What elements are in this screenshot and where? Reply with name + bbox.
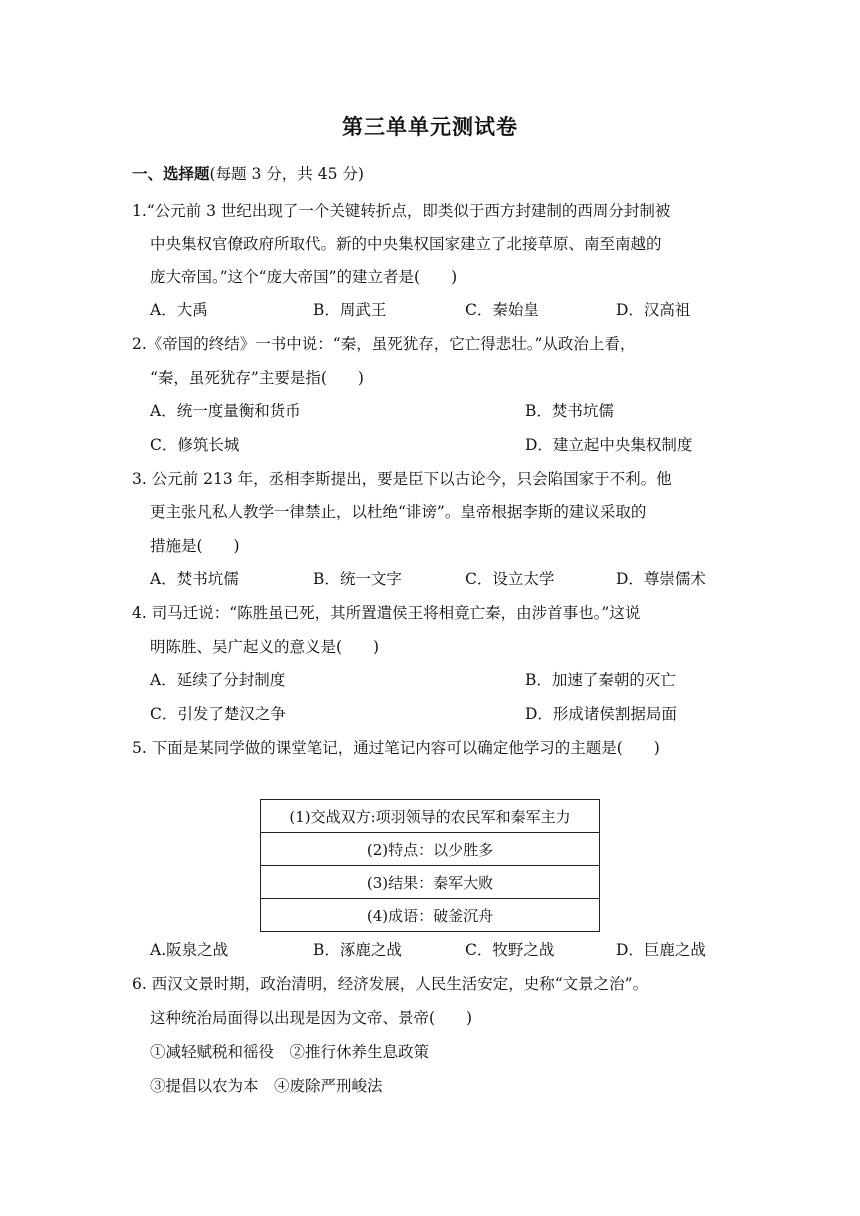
q3-line-3: 措施是( ) [150, 537, 240, 555]
q1-option-a: A．大禹 [150, 301, 208, 319]
q2-line-2: “秦，虽死犹存”主要是指( ) [150, 369, 364, 387]
class-notes-table [260, 799, 600, 932]
notes-row-4: (4)成语：破釜沉舟 [261, 899, 600, 932]
table-row [261, 800, 600, 833]
q6-line-2: 这种统治局面得以出现是因为文帝、景帝( ) [150, 1009, 473, 1027]
q3-option-a: A．焚书坑儒 [150, 570, 239, 588]
q4-option-a: A．延续了分封制度 [150, 671, 286, 689]
q1-line-3: 庞大帝国。”这个“庞大帝国”的建立者是( ) [150, 268, 458, 286]
q5-option-b: B．涿鹿之战 [313, 941, 402, 959]
notes-row-2: (2)特点：以少胜多 [261, 833, 600, 866]
q2-option-c: C．修筑长城 [150, 436, 240, 454]
q2-line-1: 2.《帝国的终结》一书中说：“秦，虽死犹存，它亡得悲壮。”从政治上看， [132, 335, 636, 353]
q5-option-c: C．牧野之战 [465, 941, 555, 959]
q1-line-1: 1.“公元前 3 世纪出现了一个关键转折点，即类似于西方封建制的西周分封制被 [132, 202, 671, 220]
q5-option-a: A.阪泉之战 [150, 941, 229, 959]
q3-option-d: D．尊崇儒术 [616, 570, 706, 588]
section-head: 一、选择题 [132, 165, 210, 183]
q6-line-4: ③提倡以农为本 ④废除严刑峻法 [150, 1077, 383, 1095]
section-note: (每题 3 分，共 45 分) [209, 165, 364, 183]
notes-row-3: (3)结果：秦军大败 [261, 866, 600, 899]
q3-line-1: 3. 公元前 213 年，丞相李斯提出，要是臣下以古论今，只会陷国家于不利。他 [132, 470, 672, 488]
q4-option-b: B．加速了秦朝的灭亡 [525, 671, 676, 689]
q3-line-2: 更主张凡私人教学一律禁止，以杜绝“诽谤”。皇帝根据李斯的建议采取的 [150, 503, 647, 521]
q2-option-b: B．焚书坑儒 [525, 402, 614, 420]
q4-option-c: C．引发了楚汉之争 [150, 705, 286, 723]
q1-option-c: C．秦始皇 [465, 301, 539, 319]
table-row [261, 899, 600, 932]
section-heading [132, 162, 364, 184]
q5-option-d: D．巨鹿之战 [616, 941, 706, 959]
q6-line-1: 6. 西汉文景时期，政治清明，经济发展，人民生活安定，史称“文景之治”。 [132, 975, 649, 993]
q1-option-d: D．汉高祖 [616, 301, 691, 319]
q6-line-3: ①减轻赋税和徭役 ②推行休养生息政策 [150, 1043, 430, 1061]
table-row [261, 866, 600, 899]
q3-option-b: B．统一文字 [313, 570, 402, 588]
q2-option-a: A．统一度量衡和货币 [150, 402, 301, 420]
q4-option-d: D．形成诸侯割据局面 [525, 705, 677, 723]
page-title: 第三单单元测试卷 [342, 115, 518, 139]
q3-option-c: C．设立太学 [465, 570, 555, 588]
q1-line-2: 中央集权官僚政府所取代。新的中央集权国家建立了北接草原、南至南越的 [150, 235, 662, 253]
q4-line-2: 明陈胜、吴广起义的意义是( ) [150, 638, 380, 656]
q2-option-d: D．建立起中央集权制度 [525, 436, 693, 454]
notes-row-1: (1)交战双方:项羽领导的农民军和秦军主力 [261, 800, 600, 833]
q5-line-1: 5. 下面是某同学做的课堂笔记，通过笔记内容可以确定他学习的主题是( ) [132, 739, 660, 757]
q1-option-b: B．周武王 [313, 301, 387, 319]
table-row [261, 833, 600, 866]
q4-line-1: 4. 司马迁说：“陈胜虽已死，其所置遣侯王将相竟亡秦，由涉首事也。”这说 [132, 604, 641, 622]
